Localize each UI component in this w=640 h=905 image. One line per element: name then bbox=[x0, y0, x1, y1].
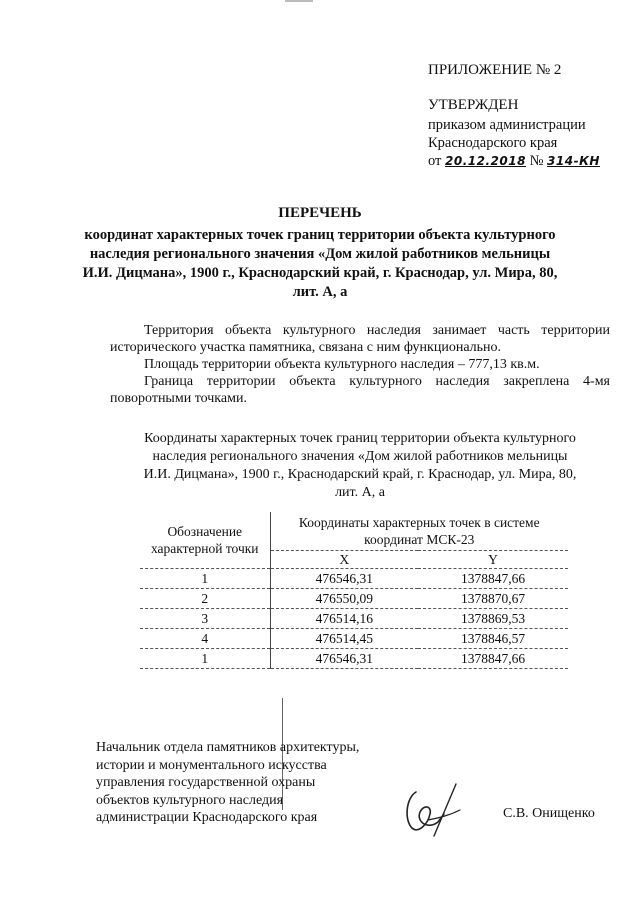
coordinates-table bbox=[140, 512, 568, 669]
table-row bbox=[140, 589, 568, 609]
col-header-coords: Координаты характерных точек в системе координат МСК-23 bbox=[270, 512, 568, 551]
x-cell: 476550,09 bbox=[270, 589, 418, 609]
x-cell: 476546,31 bbox=[270, 649, 418, 669]
point-cell: 1 bbox=[140, 569, 270, 589]
approval-title: УТВЕРЖДЕН bbox=[428, 97, 519, 113]
number-prefix: № bbox=[529, 153, 544, 169]
caption-line: И.И. Дицмана», 1900 г., Краснодарский край, г. Краснодар, ул. Мира, 80, bbox=[143, 467, 577, 482]
handwritten-date: 20.12.2018 bbox=[445, 154, 526, 168]
approval-date-line bbox=[428, 152, 600, 170]
point-cell: 4 bbox=[140, 629, 270, 649]
signatory-name: С.В. Онищенко bbox=[503, 806, 595, 821]
approval-line: приказом администрации bbox=[428, 117, 586, 133]
caption-line: лит. А, а bbox=[335, 485, 385, 500]
signatory-line: объектов культурного наследия bbox=[96, 792, 284, 808]
scan-artifact bbox=[285, 0, 313, 2]
signatory-line: администрации Краснодарского края bbox=[96, 810, 318, 825]
col-header-y: Y bbox=[418, 551, 568, 569]
y-cell: 1378870,67 bbox=[418, 589, 568, 609]
table-row bbox=[140, 609, 568, 629]
col-header-point: Обозначение характерной точки bbox=[140, 512, 270, 569]
y-cell: 1378869,53 bbox=[418, 609, 568, 629]
heading-line: координат характерных точек границ территории объекта культурного bbox=[84, 227, 556, 243]
date-prefix: от bbox=[428, 153, 442, 169]
table-row bbox=[140, 649, 568, 669]
x-cell: 476514,16 bbox=[270, 609, 418, 629]
approval-line: Краснодарского края bbox=[428, 135, 558, 151]
signatory-block bbox=[96, 739, 359, 827]
signatory-line: управления государственной охраны bbox=[96, 775, 316, 790]
body-paragraph: Территория объекта культурного наследия занимает часть территории исторического участка памятника, связана с ним функционально. bbox=[110, 323, 610, 355]
appendix-label: ПРИЛОЖЕНИЕ № 2 bbox=[428, 62, 562, 78]
body-paragraph: Площадь территории объекта культурного наследия – 777,13 кв.м. bbox=[144, 357, 540, 372]
signatory-line: Начальник отдела памятников архитектуры, bbox=[96, 740, 360, 755]
point-cell: 3 bbox=[140, 609, 270, 629]
table-row bbox=[140, 569, 568, 589]
body-paragraph: Граница территории объекта культурного наследия закреплена 4-мя поворотными точками. bbox=[110, 374, 610, 406]
body-text bbox=[110, 322, 610, 407]
y-cell: 1378846,57 bbox=[418, 629, 568, 649]
point-cell: 1 bbox=[140, 649, 270, 669]
heading-line: лит. А, а bbox=[292, 284, 348, 300]
signatory-line: истории и монументального искусства bbox=[96, 757, 327, 773]
document-heading bbox=[80, 204, 560, 302]
y-cell: 1378847,66 bbox=[418, 569, 568, 589]
point-cell: 2 bbox=[140, 589, 270, 609]
x-cell: 476546,31 bbox=[270, 569, 418, 589]
table-caption bbox=[110, 430, 610, 502]
col-header-x: X bbox=[270, 551, 418, 569]
caption-line: наследия регионального значения «Дом жилой работников мельницы bbox=[152, 449, 568, 464]
document-title: ПЕРЕЧЕНЬ bbox=[278, 205, 362, 221]
x-cell: 476514,45 bbox=[270, 629, 418, 649]
approval-block bbox=[428, 96, 600, 170]
handwritten-number: 314-КН bbox=[547, 154, 600, 168]
y-cell: 1378847,66 bbox=[418, 649, 568, 669]
caption-line: Координаты характерных точек границ территории объекта культурного bbox=[144, 431, 576, 446]
handwritten-signature bbox=[398, 780, 468, 840]
table-row bbox=[140, 629, 568, 649]
heading-line: наследия регионального значения «Дом жилой работников мельницы bbox=[89, 246, 551, 262]
heading-line: И.И. Дицмана», 1900 г., Краснодарский край, г. Краснодар, ул. Мира, 80, bbox=[82, 265, 558, 281]
